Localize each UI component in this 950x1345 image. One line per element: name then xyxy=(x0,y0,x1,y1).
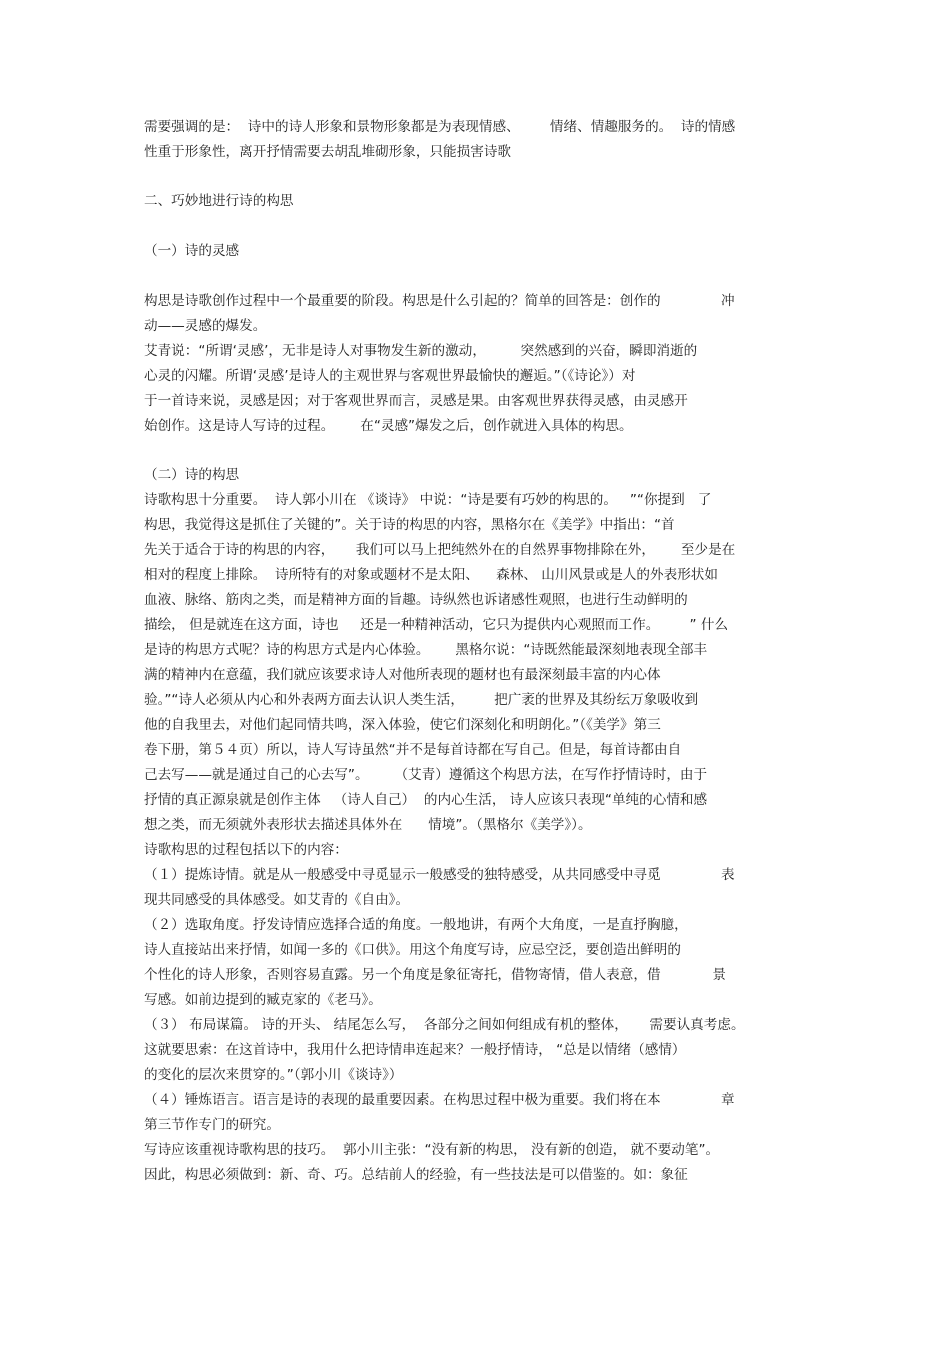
text-line: 抒情的真正源泉就是创作主体 （诗人自己） 的内心生活， 诗人应该只表现“单纯的心情和感 xyxy=(144,792,708,808)
text-line: 满的精神内在意蕴，我们就应该要求诗人对他所表现的题材也有最深刻最丰富的内心体 xyxy=(144,667,661,683)
text-line: 艾青说：“所谓‘灵感’，无非是诗人对事物发生新的激动， 突然感到的兴奋，瞬即消逝的 xyxy=(144,343,698,359)
text-line: （１）提炼诗情。就是从一般感受中寻觅显示一般感受的独特感受，从共同感受中寻觅 表 xyxy=(144,867,735,883)
text-line: 卷下册，第５４页）所以，诗人写诗虽然“并不是每首诗都在写自己。但是，每首诗都由自 xyxy=(144,742,682,758)
text-line: 诗歌构思十分重要。 诗人郭小川在 《谈诗》 中说：“诗是要有巧妙的构思的。 ”“你提到 了 xyxy=(144,492,712,508)
text-line: 想之类，而无须就外表形状去描述具体外在 情境”。（黑格尔《美学》）。 xyxy=(144,817,592,833)
text-line: 个性化的诗人形象，否则容易直露。另一个角度是象征寄托，借物寄情，借人表意，借 景 xyxy=(144,967,727,983)
text-line: 诗人直接站出来抒情，如闻一多的《口供》。用这个角度写诗，应忌空泛，要创造出鲜明的 xyxy=(144,942,681,958)
text-line: 写诗应该重视诗歌构思的技巧。 郭小川主张：“没有新的构思， 没有新的创造， 就不要动笔”。 xyxy=(144,1142,720,1158)
text-line: 动——灵感的爆发。 xyxy=(144,318,267,334)
text-line: 因此，构思必须做到：新、奇、巧。总结前人的经验，有一些技法是可以借鉴的。如：象征 xyxy=(144,1167,688,1183)
text-line: 己去写——就是通过自己的心去写”。 （艾青）遵循这个构思方法，在写作抒情诗时，由于 xyxy=(144,767,708,783)
text-line: 心灵的闪耀。所谓‘灵感’是诗人的主观世界与客观世界最愉快的邂逅。”（《诗论》）对 xyxy=(144,368,636,384)
text-line: 血液、脉络、筋肉之类，而是精神方面的旨趣。诗纵然也诉诸感性观照，也进行生动鲜明的 xyxy=(144,592,688,608)
text-line: （３） 布局谋篇。 诗的开头、 结尾怎么写， 各部分之间如何组成有机的整体， 需要认真考虑。 xyxy=(144,1017,745,1033)
text-line: 他的自我里去，对他们起同情共鸣，深入体验，使它们深刻化和明朗化。”（《美学》第三 xyxy=(144,717,661,733)
text-line: 的变化的层次来贯穿的。”（郭小川《谈诗》） xyxy=(144,1067,403,1083)
text-line: 是诗的构思方式呢？诗的构思方式是内心体验。 黑格尔说：“诗既然能最深刻地表现全部丰 xyxy=(144,642,708,658)
text-line: 诗歌构思的过程包括以下的内容： xyxy=(144,842,348,858)
subsection-heading: （一）诗的灵感 xyxy=(144,243,240,259)
text-line: 于一首诗来说，灵感是因；对于客观世界而言，灵感是果。由客观世界获得灵感，由灵感开 xyxy=(144,393,688,409)
text-line: 构思，我觉得这是抓住了关键的”。关于诗的构思的内容，黑格尔在《美学》中指出：“首 xyxy=(144,517,675,533)
text-line: （２）选取角度。抒发诗情应选择合适的角度。一般地讲，有两个大角度，一是直抒胸臆， xyxy=(144,917,688,933)
text-line: 这就要思索：在这首诗中，我用什么把诗情串连起来？一般抒情诗， “总是以情绪（感情） xyxy=(144,1042,686,1058)
text-line: 验。”“诗人必须从内心和外表两方面去认识人类生活， 把广袤的世界及其纷纭万象吸收到 xyxy=(144,692,699,708)
text-line: 写感。如前边提到的臧克家的《老马》。 xyxy=(144,992,382,1008)
text-line: 始创作。这是诗人写诗的过程。 在“灵感”爆发之后，创作就进入具体的构思。 xyxy=(144,418,633,434)
text-line: 先关于适合于诗的构思的内容， 我们可以马上把纯然外在的自然界事物排除在外， 至少是在 xyxy=(144,542,736,558)
text-line: 现共同感受的具体感受。如艾青的《自由》。 xyxy=(144,892,410,908)
text-line: 需要强调的是： 诗中的诗人形象和景物形象都是为表现情感、 情绪、情趣服务的。 诗的情感 xyxy=(144,119,736,135)
text-line: 构思是诗歌创作过程中一个最重要的阶段。构思是什么引起的？简单的回答是：创作的 冲 xyxy=(144,293,735,309)
text-line: 性重于形象性，离开抒情需要去胡乱堆砌形象，只能损害诗歌 xyxy=(144,144,512,160)
text-line: 第三节作专门的研究。 xyxy=(144,1117,280,1133)
text-line: （４）锤炼语言。语言是诗的表现的最重要因素。在构思过程中极为重要。我们将在本 章 xyxy=(144,1092,735,1108)
section-heading: 二、巧妙地进行诗的构思 xyxy=(144,193,294,209)
text-line: 描绘， 但是就连在这方面，诗也 还是一种精神活动，它只为提供内心观照而工作。 ” 什么 xyxy=(144,617,729,633)
text-line: 相对的程度上排除。 诗所特有的对象或题材不是太阳、 森林、 山川风景或是人的外表形状如 xyxy=(144,567,718,583)
subsection-heading: （二）诗的构思 xyxy=(144,467,240,483)
